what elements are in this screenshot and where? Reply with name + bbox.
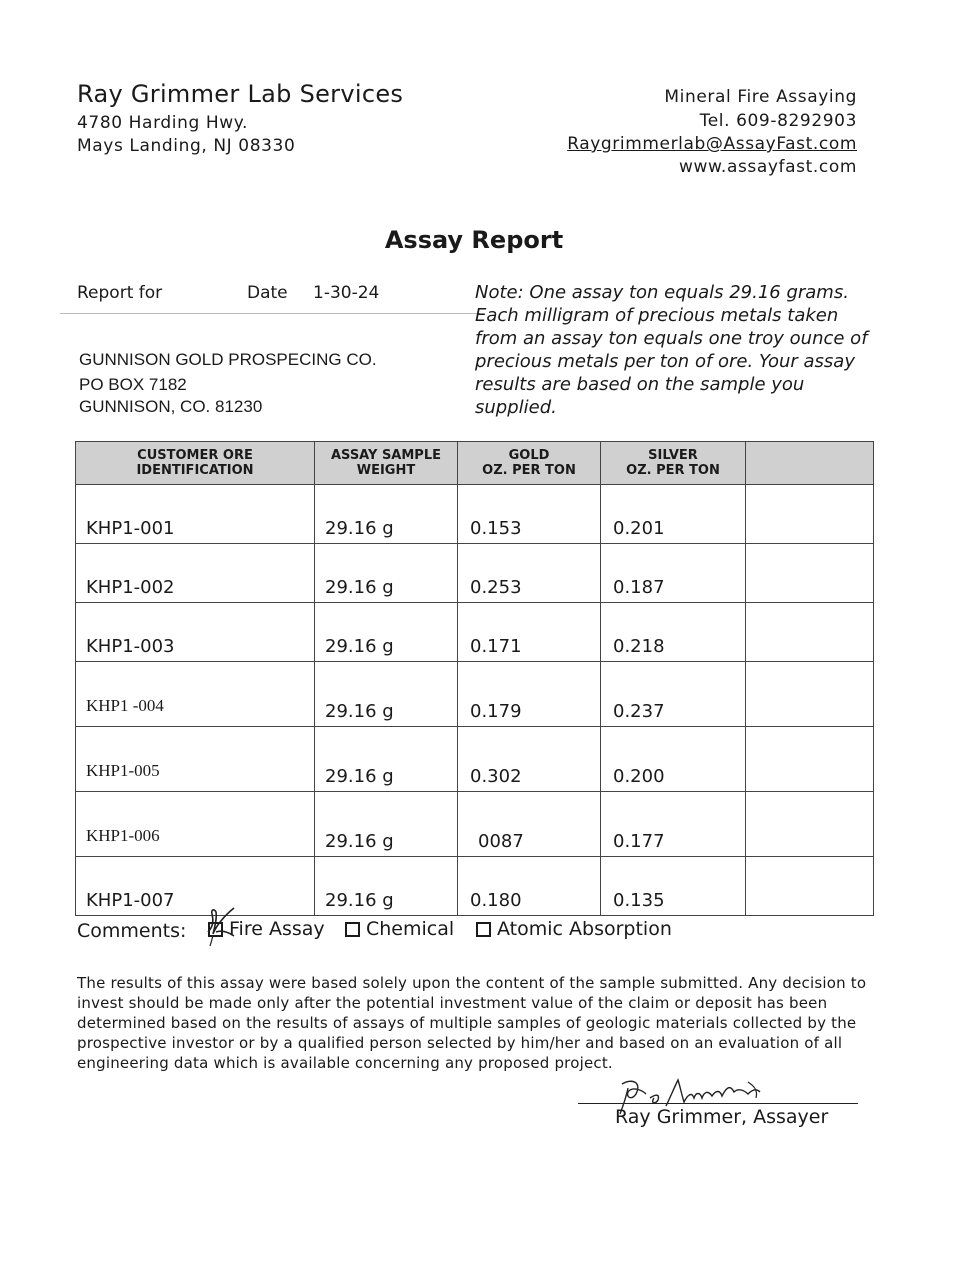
gold-value: 0087 xyxy=(458,792,601,857)
atomic-absorption-checkbox[interactable] xyxy=(476,922,491,937)
gold-value: 0.180 xyxy=(458,857,601,916)
silver-value: 0.187 xyxy=(601,544,746,603)
sample-weight: 29.16 g xyxy=(315,485,458,544)
ore-id: KHP1-006 xyxy=(76,792,315,857)
handwritten-check-mark xyxy=(204,902,238,948)
table-row xyxy=(76,544,874,603)
blank-cell xyxy=(746,792,874,857)
fire-assay-option[interactable] xyxy=(208,918,325,940)
header-customer-ore: CUSTOMER ORE IDENTIFICATION xyxy=(76,442,315,485)
lab-name: Ray Grimmer Lab Services xyxy=(77,80,404,108)
sample-weight: 29.16 g xyxy=(315,857,458,916)
blank-cell xyxy=(746,603,874,662)
header-silver: SILVER OZ. PER TON xyxy=(601,442,746,485)
signature-line xyxy=(578,1103,858,1104)
assay-results-table xyxy=(75,441,874,916)
sample-weight: 29.16 g xyxy=(315,792,458,857)
ore-id: KHP1 -004 xyxy=(76,662,315,727)
lab-service: Mineral Fire Assaying xyxy=(664,87,857,107)
lab-email-link[interactable]: Raygrimmerlab@AssayFast.com xyxy=(567,134,857,154)
table-header-row xyxy=(76,442,874,485)
gold-value: 0.179 xyxy=(458,662,601,727)
silver-value: 0.177 xyxy=(601,792,746,857)
report-title: Assay Report xyxy=(384,226,564,254)
blank-cell xyxy=(746,727,874,792)
lab-website-link[interactable]: www.assayfast.com xyxy=(678,157,857,177)
sample-weight: 29.16 g xyxy=(315,662,458,727)
silver-value: 0.237 xyxy=(601,662,746,727)
divider xyxy=(60,313,480,314)
silver-value: 0.135 xyxy=(601,857,746,916)
client-name: GUNNISON GOLD PROSPECING CO. xyxy=(79,350,377,369)
table-row xyxy=(76,727,874,792)
chemical-checkbox[interactable] xyxy=(345,922,360,937)
lab-address-line1: 4780 Harding Hwy. xyxy=(77,113,248,133)
ore-id: KHP1-003 xyxy=(76,603,315,662)
table-row xyxy=(76,857,874,916)
comments-label: Comments: xyxy=(77,920,187,942)
header-sample-weight: ASSAY SAMPLE WEIGHT xyxy=(315,442,458,485)
lab-address-line2: Mays Landing, NJ 08330 xyxy=(77,136,296,156)
table-row xyxy=(76,792,874,857)
client-box: PO BOX 7182 xyxy=(79,375,187,394)
blank-cell xyxy=(746,857,874,916)
silver-value: 0.201 xyxy=(601,485,746,544)
ore-id: KHP1-005 xyxy=(76,727,315,792)
signatory-name: Ray Grimmer, Assayer xyxy=(615,1106,829,1128)
fire-assay-label: Fire Assay xyxy=(229,918,325,940)
report-for-label: Report for xyxy=(77,283,163,303)
gold-value: 0.253 xyxy=(458,544,601,603)
ore-id: KHP1-002 xyxy=(76,544,315,603)
atomic-absorption-option[interactable] xyxy=(476,918,672,940)
gold-value: 0.153 xyxy=(458,485,601,544)
silver-value: 0.200 xyxy=(601,727,746,792)
blank-cell xyxy=(746,662,874,727)
lab-phone: Tel. 609-8292903 xyxy=(699,111,857,131)
header-blank xyxy=(746,442,874,485)
chemical-option[interactable] xyxy=(345,918,454,940)
sample-weight: 29.16 g xyxy=(315,727,458,792)
sample-weight: 29.16 g xyxy=(315,603,458,662)
table-row xyxy=(76,485,874,544)
header-gold: GOLD OZ. PER TON xyxy=(458,442,601,485)
blank-cell xyxy=(746,485,874,544)
gold-value: 0.171 xyxy=(458,603,601,662)
date-label: Date xyxy=(247,283,288,303)
disclaimer: The results of this assay were based solely upon the content of the sample submitted. Any decision to invest should be made only after the potential investment value of the claim or deposit has been determined based on the results of assays of multiple samples of geologic materials collected by the prospective investor or by a qualified person selected by him/her and based on an evaluation of all engineering data which is available concerning any proposed project. xyxy=(77,974,867,1072)
gold-value: 0.302 xyxy=(458,727,601,792)
sample-weight: 29.16 g xyxy=(315,544,458,603)
date-value: 1-30-24 xyxy=(313,283,380,303)
ore-id: KHP1-001 xyxy=(76,485,315,544)
ore-id: KHP1-007 xyxy=(76,857,315,916)
table-row xyxy=(76,662,874,727)
assay-note: Note: One assay ton equals 29.16 grams. Each milligram of precious metals taken from an assay ton equals one troy ounce of precious metals per ton of ore. Your assay results are based on the sample you supplied. xyxy=(475,282,868,418)
chemical-label: Chemical xyxy=(366,918,455,940)
silver-value: 0.218 xyxy=(601,603,746,662)
atomic-absorption-label: Atomic Absorption xyxy=(497,918,672,940)
table-row xyxy=(76,603,874,662)
blank-cell xyxy=(746,544,874,603)
client-city: GUNNISON, CO. 81230 xyxy=(79,397,263,416)
